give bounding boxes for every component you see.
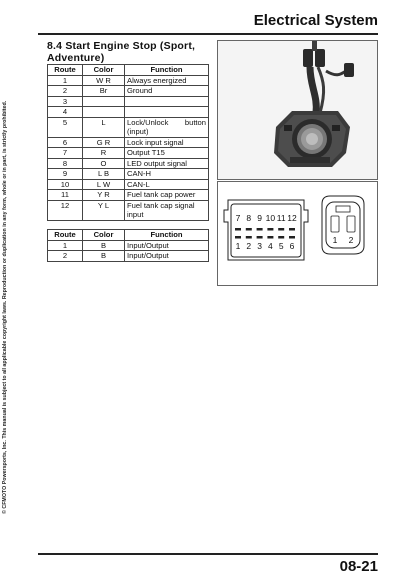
page-number: 08-21 — [339, 558, 378, 575]
table-row — [48, 169, 209, 180]
pin-label-2pin: 1 — [332, 235, 338, 245]
side-copyright-notice: © CFMOTO Powersports, Inc. This manual is subject to all applicable copyright laws. Reproduction or duplication in any form, whole or in part, is strictly prohibited. — [2, 100, 8, 514]
footer-rule — [38, 553, 378, 555]
function-cell: Output T15 — [125, 148, 209, 159]
column-header-color: Color — [83, 65, 125, 76]
color-cell: G R — [83, 137, 125, 148]
color-cell: W R — [83, 75, 125, 86]
function-cell: Fuel tank cap power — [125, 190, 209, 201]
column-header-function: Function — [125, 65, 209, 76]
pin-table-main — [47, 64, 209, 221]
table-row — [48, 107, 209, 118]
pin-cavity — [246, 228, 252, 231]
header-rule — [38, 33, 378, 35]
connector-diagram-svg — [218, 182, 377, 285]
pin-label-bottom: 3 — [257, 241, 262, 251]
column-header-route: Route — [48, 230, 83, 241]
function-cell — [125, 107, 209, 118]
pin-cavity — [235, 228, 241, 231]
function-cell: Input/Output — [125, 240, 209, 251]
function-cell: Fuel tank cap signal input — [125, 200, 209, 220]
color-cell — [83, 107, 125, 118]
pin-label-top: 10 — [265, 213, 276, 223]
route-cell: 11 — [48, 190, 83, 201]
pin-cavity — [257, 228, 263, 231]
pin-cavity — [267, 236, 273, 239]
table-row — [48, 96, 209, 107]
section-title: 8.4 Start Engine Stop (Sport, Adventure) — [47, 40, 196, 64]
route-cell: 9 — [48, 169, 83, 180]
pin-cavity — [289, 228, 295, 231]
table-row — [48, 148, 209, 159]
pin-cavity — [278, 228, 284, 231]
route-cell: 6 — [48, 137, 83, 148]
table-header-row — [48, 230, 209, 241]
connector-diagram — [217, 181, 378, 286]
route-cell: 5 — [48, 117, 83, 137]
function-cell: Ground — [125, 86, 209, 97]
table-row — [48, 158, 209, 169]
table-row — [48, 137, 209, 148]
color-cell: Br — [83, 86, 125, 97]
color-cell: R — [83, 148, 125, 159]
route-cell: 2 — [48, 86, 83, 97]
page-header-title: Electrical System — [253, 12, 378, 29]
pin-cavity — [257, 236, 263, 239]
color-cell: O — [83, 158, 125, 169]
pin-label-top: 11 — [276, 213, 286, 223]
color-cell: L B — [83, 169, 125, 180]
route-cell: 1 — [48, 75, 83, 86]
function-cell: Input/Output — [125, 251, 209, 262]
pin-label-bottom: 6 — [289, 241, 295, 251]
pin-label-2pin: 2 — [348, 235, 354, 245]
function-cell: Lock/Unlock button (input) — [125, 117, 209, 137]
column-header-color: Color — [83, 230, 125, 241]
color-cell: B — [83, 240, 125, 251]
route-cell: 7 — [48, 148, 83, 159]
function-cell: LED output signal — [125, 158, 209, 169]
route-cell: 10 — [48, 179, 83, 190]
pin-label-bottom: 4 — [268, 241, 273, 251]
pin-label-top: 8 — [246, 213, 252, 223]
route-cell: 4 — [48, 107, 83, 118]
pin-cavity — [246, 236, 252, 239]
pin-cavity — [267, 228, 273, 231]
table-row — [48, 251, 209, 262]
pin-label-top: 7 — [235, 213, 241, 223]
12-pin-connector-pins — [235, 213, 297, 251]
pin-label-bottom: 5 — [278, 241, 284, 251]
route-cell: 12 — [48, 200, 83, 220]
function-cell — [125, 96, 209, 107]
route-cell: 1 — [48, 240, 83, 251]
table-row — [48, 200, 209, 220]
color-cell: Y R — [83, 190, 125, 201]
pin-label-bottom: 2 — [246, 241, 252, 251]
function-cell: Lock input signal — [125, 137, 209, 148]
function-cell: CAN-H — [125, 169, 209, 180]
pin-cavity — [235, 236, 241, 239]
table-row — [48, 179, 209, 190]
2-pin-connector-pins — [333, 235, 354, 245]
column-header-route: Route — [48, 65, 83, 76]
color-cell: L W — [83, 179, 125, 190]
color-cell: L — [83, 117, 125, 137]
color-cell: B — [83, 251, 125, 262]
pin-label-top: 12 — [287, 213, 297, 223]
function-cell: Always energized — [125, 75, 209, 86]
table-row — [48, 240, 209, 251]
route-cell: 2 — [48, 251, 83, 262]
switch-photo — [217, 40, 378, 180]
column-header-function: Function — [125, 230, 209, 241]
table-row — [48, 86, 209, 97]
table-row — [48, 190, 209, 201]
table-header-row — [48, 65, 209, 76]
pin-cavity — [289, 236, 295, 239]
table-row — [48, 117, 209, 137]
route-cell: 8 — [48, 158, 83, 169]
pin-cavity — [278, 236, 284, 239]
switch-photo-illustration — [218, 41, 377, 179]
route-cell: 3 — [48, 96, 83, 107]
function-cell: CAN-L — [125, 179, 209, 190]
pin-label-bottom: 1 — [235, 241, 241, 251]
pin-table-secondary — [47, 229, 209, 262]
color-cell — [83, 96, 125, 107]
color-cell: Y L — [83, 200, 125, 220]
table-row — [48, 75, 209, 86]
pin-label-top: 9 — [257, 213, 262, 223]
